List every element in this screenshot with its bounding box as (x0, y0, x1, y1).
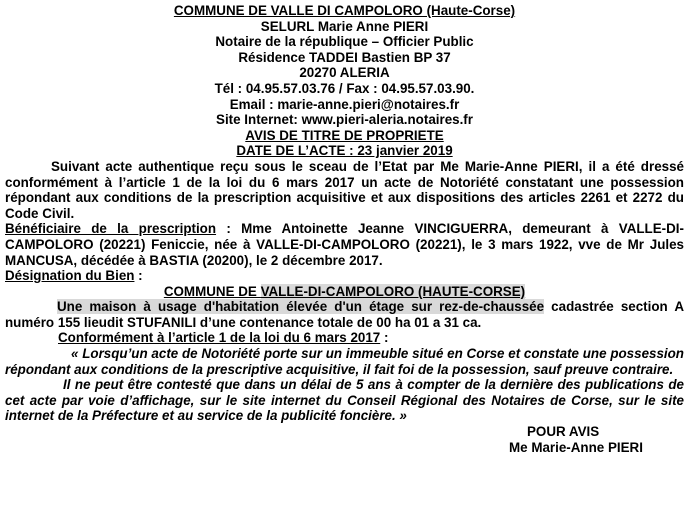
deed-date: DATE DE L’ACTE : 23 janvier 2019 (236, 143, 453, 159)
quote-paragraph-2 (0, 377, 689, 424)
article-heading (0, 330, 689, 346)
notary-website: Site Internet: www.pieri-aleria.notaires.fr (216, 112, 473, 128)
commune-heading: COMMUNE DE VALLE DI CAMPOLORO (Haute-Corse) (173, 3, 516, 18)
property-paragraph (0, 299, 689, 330)
property-commune (0, 284, 689, 300)
property-commune-name: VALLE-DI-CAMPOLORO (HAUTE-CORSE) (260, 283, 526, 299)
intro-paragraph (0, 159, 689, 221)
beneficiary-separator: : (216, 221, 242, 237)
notary-phone: Tél : 04.95.57.03.76 / Fax : 04.95.57.03.90. (214, 80, 475, 96)
quote-paragraph-1 (0, 346, 689, 377)
article-separator: : (380, 330, 389, 346)
quote-text-2: Il ne peut être contesté que dans un délai de 5 ans à compter de la dernière des publications de cet acte par voie d’affichage, sur le site internet du Conseil Régional des Notaires de Corse, sur le site internet de la Préfecture et au service de la publicité foncière. » (5, 377, 684, 424)
property-commune-prefix: COMMUNE DE (163, 283, 261, 299)
designation-label: Désignation du Bien (5, 268, 135, 284)
designation-separator: : (134, 268, 143, 284)
signature-pour-avis: POUR AVIS (527, 424, 600, 440)
notary-office: SELURL Marie Anne PIERI (260, 18, 429, 34)
intro-text: Suivant acte authentique reçu sous le sceau de l’Etat par Me Marie-Anne PIERI, il a été dressé conformément à l’article 1 de la loi du 6 mars 2017 un acte de Notoriété constatant une possession répondant aux conditions de la prescription acquisitive et aux dispositions des articles 2261 et 2272 du Code Civil. (5, 158, 684, 221)
legal-notice (0, 3, 689, 455)
article-label: Conformément à l’article 1 de la loi du 6 mars 2017 (58, 330, 381, 346)
beneficiary-paragraph (0, 221, 689, 268)
property-text: cadastrée section A numéro 155 lieudit STUFANILI d’une contenance totale de 00 ha 01 a 31 ca. (5, 299, 684, 330)
notary-role: Notaire de la république – Officier Public (215, 34, 474, 50)
quote-text-1: « Lorsqu’un acte de Notoriété porte sur un immeuble situé en Corse et constate une possession répondant aux conditions de la prescriptive acquisitive, il fait foi de la possession, sauf preuve contraire. (5, 346, 684, 377)
notice-title: AVIS DE TITRE DE PROPRIETE (245, 127, 444, 143)
beneficiary-text: Mme Antoinette Jeanne VINCIGUERRA, demeurant à VALLE-DI-CAMPOLORO (20221) Feniccie, née à VALLE-DI-CAMPOLORO (20221), le 3 mars 1922, vve de Mr Jules MANCUSA, décédée à BASTIA (20200), le 2 décembre 2017. (5, 221, 684, 268)
notary-residence: Résidence TADDEI Bastien BP 37 (238, 49, 451, 65)
property-highlight: Une maison à usage d'habitation élevée d'un étage sur rez-de-chaussée (57, 299, 545, 315)
notary-city: 20270 ALERIA (299, 65, 390, 81)
designation-heading (0, 268, 689, 284)
beneficiary-label: Bénéficiaire de la prescription (5, 221, 217, 237)
notary-email: Email : marie-anne.pieri@notaires.fr (229, 96, 460, 112)
signature-name: Me Marie-Anne PIERI (509, 439, 643, 455)
